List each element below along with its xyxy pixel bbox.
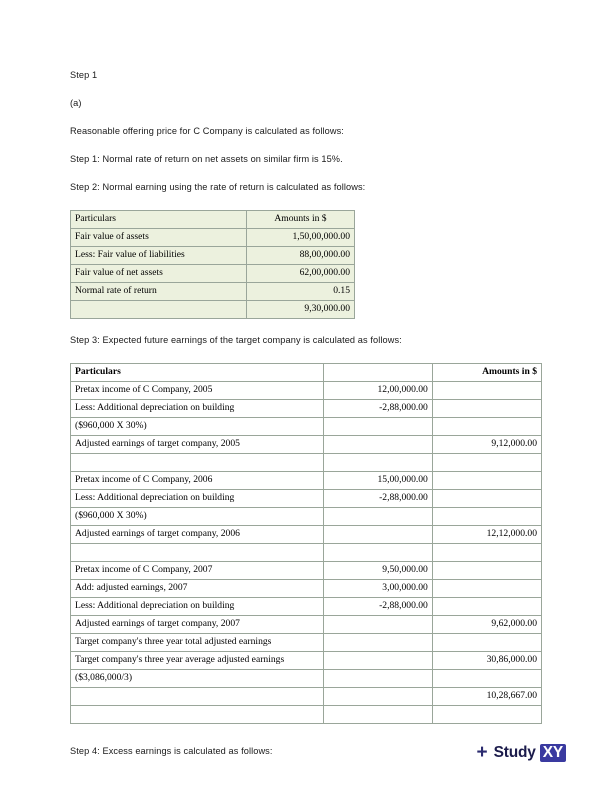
table-row [71, 246, 355, 264]
row-value-b [432, 579, 541, 597]
row-label: Less: Additional depreciation on building [71, 597, 324, 615]
row-value-a [323, 615, 432, 633]
row-label: Pretax income of C Company, 2005 [71, 381, 324, 399]
row-value-b [432, 561, 541, 579]
table-row [71, 579, 542, 597]
row-label: Adjusted earnings of target company, 2007 [71, 615, 324, 633]
row-label [71, 300, 247, 318]
row-label: Adjusted earnings of target company, 2006 [71, 525, 324, 543]
row-value-b [432, 597, 541, 615]
row-value-b [432, 507, 541, 525]
row-value-b [432, 633, 541, 651]
row-value-b [432, 417, 541, 435]
header-particulars: Particulars [71, 363, 324, 381]
table-row [71, 471, 542, 489]
table-row [71, 507, 542, 525]
row-value: 62,00,000.00 [246, 264, 354, 282]
row-value-a [323, 651, 432, 669]
row-value-b [432, 381, 541, 399]
row-value-b: 12,12,000.00 [432, 525, 541, 543]
row-value-b: 10,28,667.00 [432, 687, 541, 705]
header-particulars: Particulars [71, 210, 247, 228]
row-value-a [323, 633, 432, 651]
row-label [71, 453, 324, 471]
row-value-a [323, 507, 432, 525]
row-label: ($960,000 X 30%) [71, 507, 324, 525]
row-label: Less: Additional depreciation on building [71, 399, 324, 417]
table-row [71, 543, 542, 561]
row-label: Pretax income of C Company, 2006 [71, 471, 324, 489]
table-row [71, 453, 542, 471]
row-value-b [432, 399, 541, 417]
table-row [71, 561, 542, 579]
row-label: ($3,086,000/3) [71, 669, 324, 687]
step-3-text: Step 3: Expected future earnings of the target company is calculated as follows: [70, 334, 402, 345]
header-amounts: Amounts in $ [432, 363, 541, 381]
table-header-row [71, 363, 542, 381]
table-row [71, 651, 542, 669]
row-label [71, 687, 324, 705]
row-value-b [432, 471, 541, 489]
table-row [71, 669, 542, 687]
row-label: Normal rate of return [71, 282, 247, 300]
row-label: Less: Fair value of liabilities [71, 246, 247, 264]
row-value-a: 12,00,000.00 [323, 381, 432, 399]
step-1-text: Step 1: Normal rate of return on net assets on similar firm is 15%. [70, 153, 343, 164]
table-row [71, 687, 542, 705]
row-label [71, 543, 324, 561]
table-row [71, 489, 542, 507]
row-value-b [432, 453, 541, 471]
brand-watermark [471, 739, 576, 766]
row-value-b [432, 543, 541, 561]
future-earnings-table [70, 363, 542, 724]
table-row [71, 264, 355, 282]
row-value-a [323, 705, 432, 723]
step-2-text: Step 2: Normal earning using the rate of return is calculated as follows: [70, 181, 366, 192]
row-value: 9,30,000.00 [246, 300, 354, 318]
brand-name-xy: XY [540, 744, 566, 762]
row-value-b: 9,62,000.00 [432, 615, 541, 633]
row-label: Add: adjusted earnings, 2007 [71, 579, 324, 597]
row-value-a: 3,00,000.00 [323, 579, 432, 597]
row-label: Adjusted earnings of target company, 2005 [71, 435, 324, 453]
header-blank [323, 363, 432, 381]
table-row [71, 300, 355, 318]
row-label: Target company's three year average adjusted earnings [71, 651, 324, 669]
step-1-heading: Step 1 [70, 70, 98, 80]
step-4-text: Step 4: Excess earnings is calculated as follows: [70, 745, 273, 756]
row-value-a: 15,00,000.00 [323, 471, 432, 489]
row-label: Pretax income of C Company, 2007 [71, 561, 324, 579]
row-value-b [432, 489, 541, 507]
header-amounts: Amounts in $ [246, 210, 354, 228]
row-value-b: 9,12,000.00 [432, 435, 541, 453]
row-value-a [323, 669, 432, 687]
plus-icon: + [476, 742, 488, 763]
row-label: Less: Additional depreciation on building [71, 489, 324, 507]
table-row [71, 228, 355, 246]
row-value-a: -2,88,000.00 [323, 597, 432, 615]
table-row [71, 597, 542, 615]
row-label: Fair value of net assets [71, 264, 247, 282]
table-row [71, 381, 542, 399]
table-row [71, 282, 355, 300]
row-value-a [323, 453, 432, 471]
table-row [71, 525, 542, 543]
row-label [71, 705, 324, 723]
row-value: 88,00,000.00 [246, 246, 354, 264]
table-row [71, 633, 542, 651]
brand-name-study: Study [493, 743, 536, 761]
row-value-a [323, 687, 432, 705]
row-value: 0.15 [246, 282, 354, 300]
part-a-label: (a) [70, 97, 82, 108]
table-row [71, 615, 542, 633]
row-value-a [323, 417, 432, 435]
row-value-b [432, 669, 541, 687]
intro-text: Reasonable offering price for C Company is calculated as follows: [70, 125, 344, 136]
row-value-a [323, 525, 432, 543]
normal-earning-table [70, 210, 355, 319]
row-value-a: -2,88,000.00 [323, 399, 432, 417]
table-row [71, 399, 542, 417]
row-label: Target company's three year total adjusted earnings [71, 633, 324, 651]
row-value-a [323, 435, 432, 453]
row-label: Fair value of assets [71, 228, 247, 246]
row-value: 1,50,00,000.00 [246, 228, 354, 246]
row-value-b [432, 705, 541, 723]
table-header-row [71, 210, 355, 228]
table-row [71, 435, 542, 453]
row-value-a: -2,88,000.00 [323, 489, 432, 507]
row-value-a [323, 543, 432, 561]
row-value-b: 30,86,000.00 [432, 651, 541, 669]
table-row [71, 705, 542, 723]
table-row [71, 417, 542, 435]
row-value-a: 9,50,000.00 [323, 561, 432, 579]
row-label: ($960,000 X 30%) [71, 417, 324, 435]
